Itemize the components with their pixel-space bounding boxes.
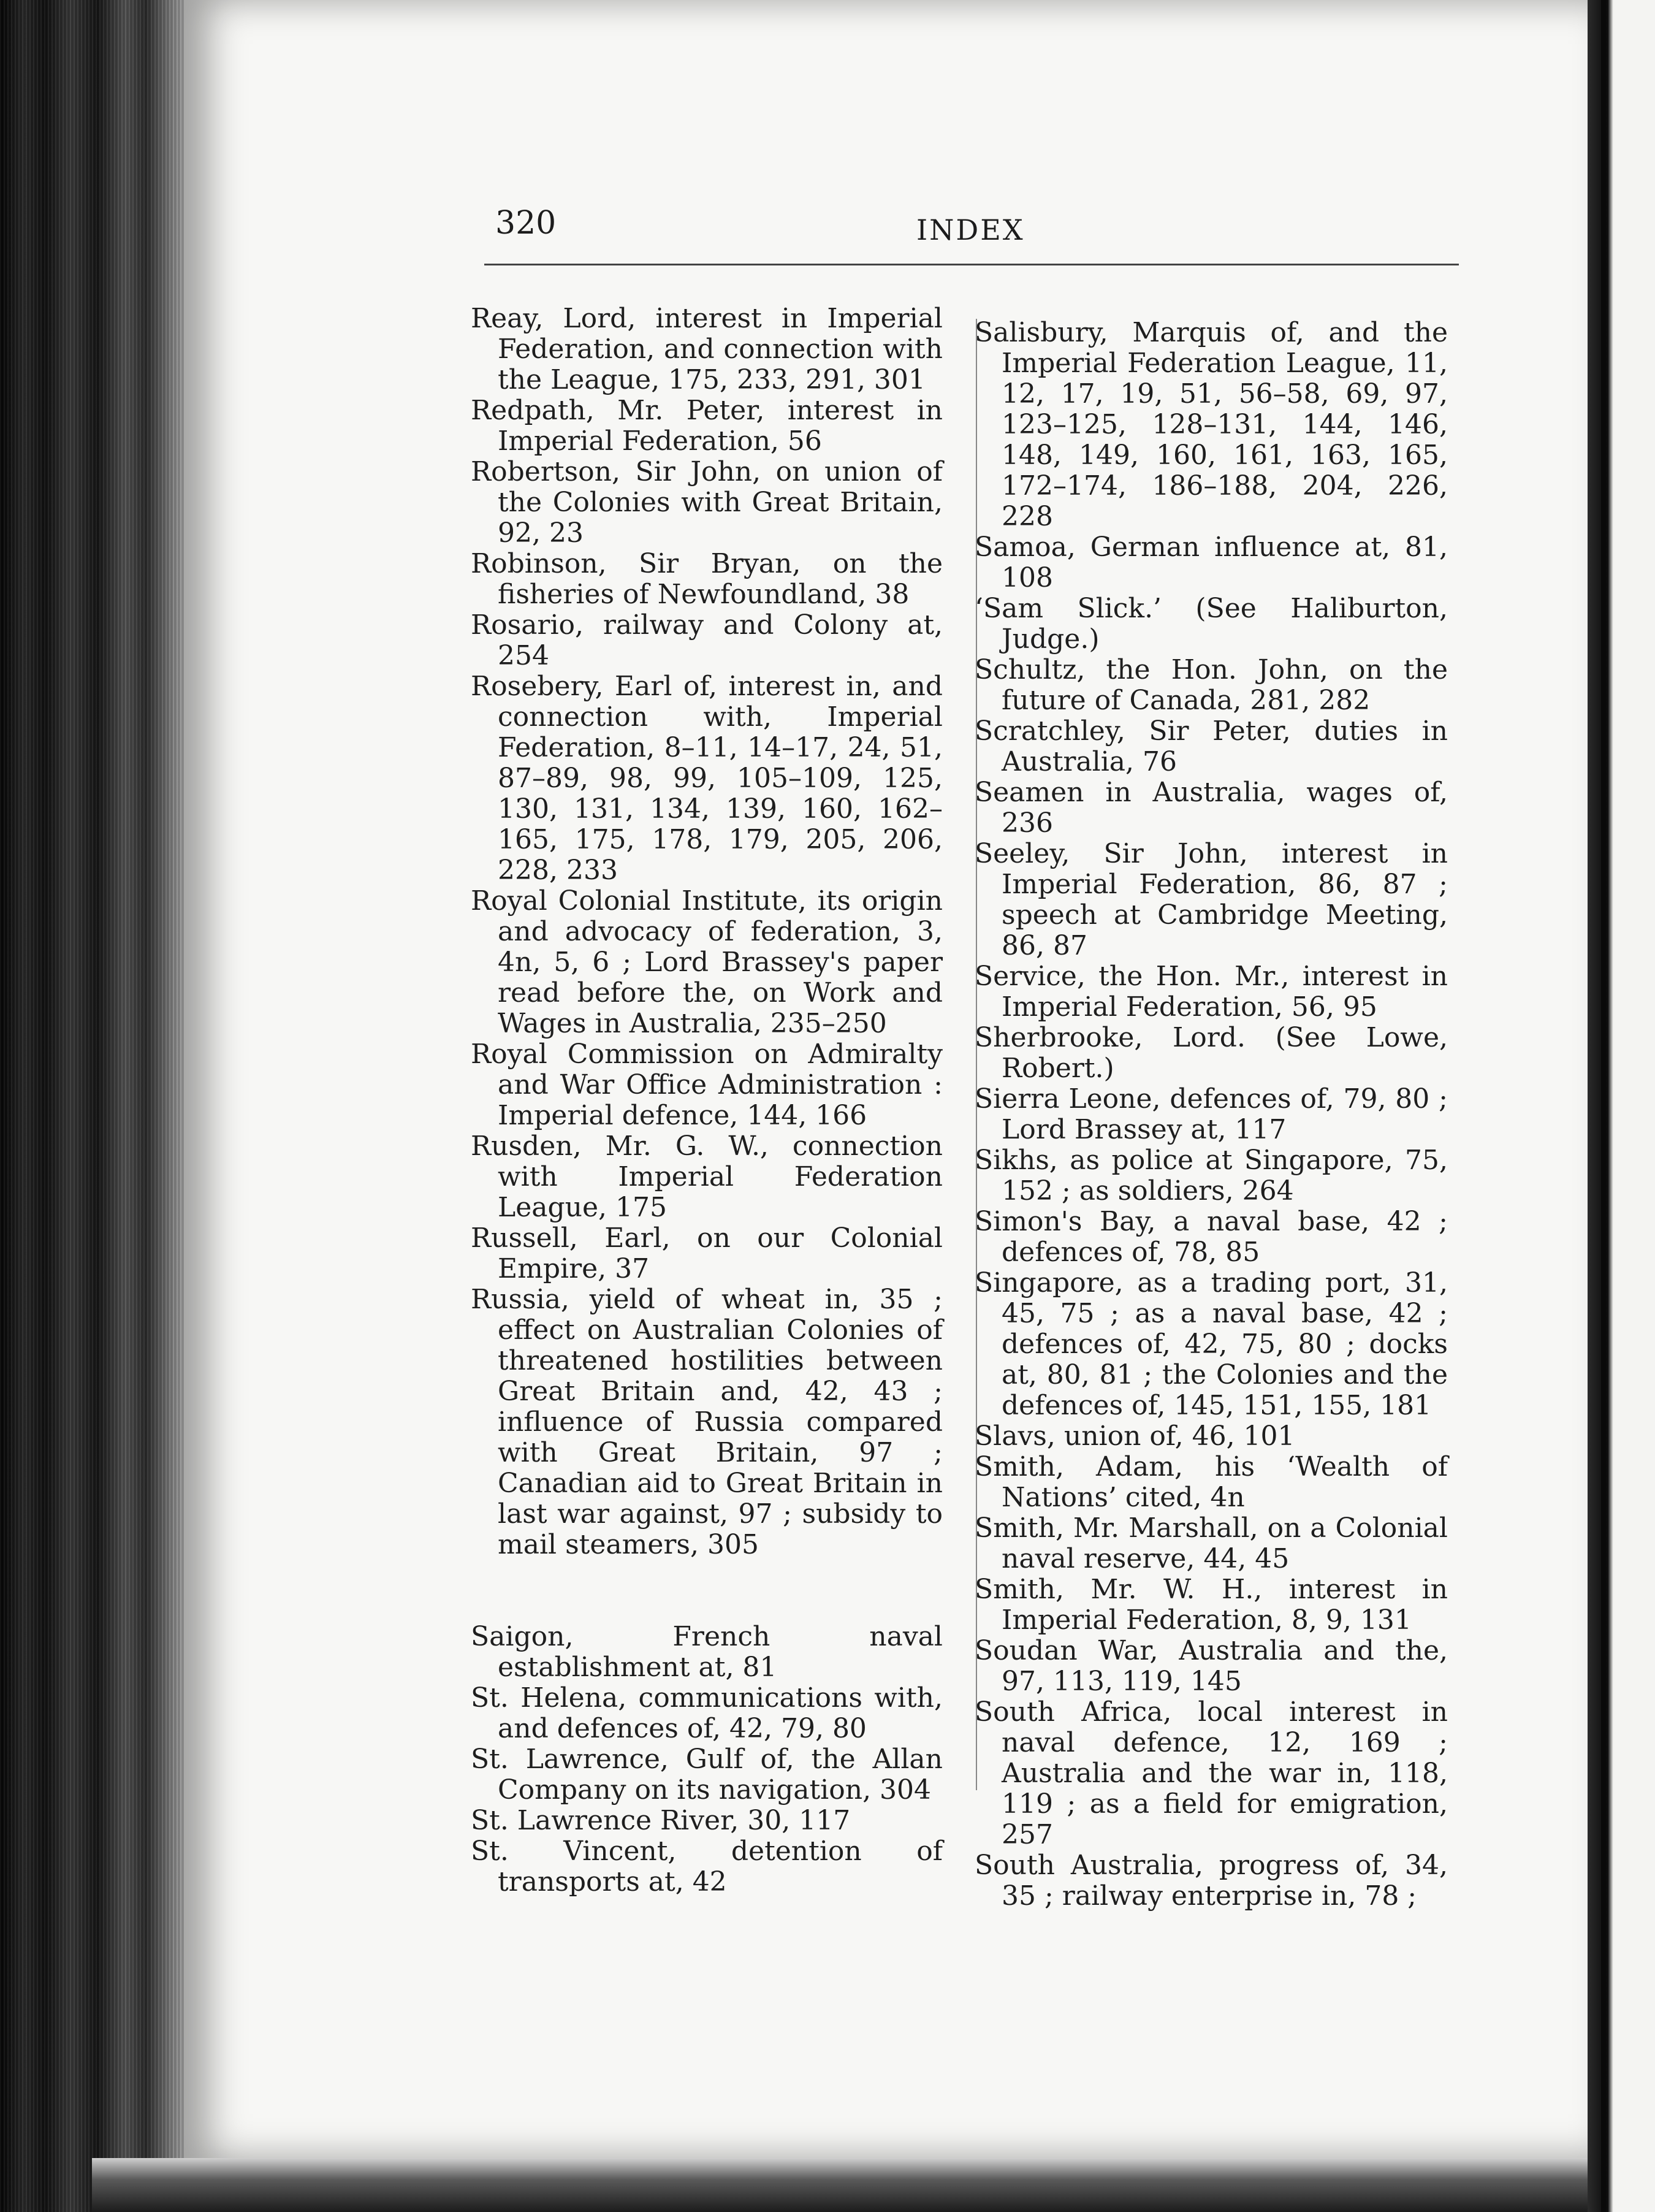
index-entry: Seamen in Australia, wages of, 236 <box>975 777 1448 839</box>
index-entry: Rusden, Mr. G. W., connection with Imperial Federation League, 175 <box>471 1131 943 1223</box>
page-title: INDEX <box>916 213 1025 246</box>
index-entry: Smith, Mr. W. H., interest in Imperial Federation, 8, 9, 131 <box>975 1574 1448 1636</box>
header-rule <box>484 264 1459 265</box>
index-entry: Russia, yield of wheat in, 35 ; effect on Australian Colonies of threatened hostilities between Great Britain and, 42, 43 ; influence of Russia compared with Great Britain, 97 ; Canadian aid to Great Britain in last war against, 97 ; subsidy to mail steamers, 305 <box>471 1284 943 1560</box>
index-entry: ‘Sam Slick.’ (See Haliburton, Judge.) <box>975 593 1448 655</box>
index-entry: St. Helena, communications with, and defences of, 42, 79, 80 <box>471 1682 943 1744</box>
index-entry: Sherbrooke, Lord. (See Lowe, Robert.) <box>975 1022 1448 1084</box>
index-entry: Robertson, Sir John, on union of the Colonies with Great Britain, 92, 23 <box>471 456 943 549</box>
index-entry: Simon's Bay, a naval base, 42 ; defences of, 78, 85 <box>975 1206 1448 1268</box>
letter-section-gap <box>471 1560 943 1622</box>
index-entry: Sikhs, as police at Singapore, 75, 152 ; as soldiers, 264 <box>975 1145 1448 1207</box>
next-page-gutter <box>1601 0 1606 2212</box>
index-entry: Sierra Leone, defences of, 79, 80 ; Lord Brassey at, 117 <box>975 1083 1448 1145</box>
index-entry: Robinson, Sir Bryan, on the fisheries of Newfoundland, 38 <box>471 548 943 610</box>
index-entry: Salisbury, Marquis of, and the Imperial Federation League, 11, 12, 17, 19, 51, 56–58, 69, 97, 123–125, 128–131, 144, 146, 148, 149, 160, 161, 163, 165, 172–174, 186–188, 204, 226, 228 <box>975 317 1448 532</box>
index-entry: Samoa, German influence at, 81, 108 <box>975 532 1448 593</box>
index-entry: Saigon, French naval establishment at, 81 <box>471 1621 943 1683</box>
index-entry: Royal Commission on Admiralty and War Office Administration : Imperial defence, 144, 166 <box>471 1039 943 1131</box>
index-entry: Rosebery, Earl of, interest in, and connection with, Imperial Federation, 8–11, 14–17, 24, 51, 87–89, 98, 99, 105–109, 125, 130, 131, 134, 139, 160, 162–165, 175, 178, 179, 205, 206, 228, 233 <box>471 671 943 886</box>
index-entry: Smith, Mr. Marshall, on a Colonial naval reserve, 44, 45 <box>975 1512 1448 1574</box>
index-entry: Service, the Hon. Mr., interest in Imperial Federation, 56, 95 <box>975 961 1448 1023</box>
page-number: 320 <box>495 205 557 242</box>
index-entry: Soudan War, Australia and the, 97, 113, 119, 145 <box>975 1635 1448 1697</box>
index-entry: Smith, Adam, his ‘Wealth of Nations’ cited, 4n <box>975 1451 1448 1513</box>
index-entry: South Australia, progress of, 34, 35 ; railway enterprise in, 78 ; <box>975 1850 1448 1912</box>
index-entry: Redpath, Mr. Peter, interest in Imperial Federation, 56 <box>471 395 943 457</box>
index-entry: St. Lawrence River, 30, 117 <box>471 1805 851 1836</box>
index-entry: South Africa, local interest in naval defence, 12, 169 ; Australia and the war in, 118, 119 ; as a field for emigration, 257 <box>975 1696 1448 1850</box>
index-entry: Seeley, Sir John, interest in Imperial Federation, 86, 87 ; speech at Cambridge Meeting, 86, 87 <box>975 838 1448 961</box>
right-column <box>975 318 1448 1912</box>
index-entry: Singapore, as a trading port, 31, 45, 75 ; as a naval base, 42 ; defences of, 42, 75, 80 ; docks at, 80, 81 ; the Colonies and the defences of, 145, 151, 155, 181 <box>975 1267 1448 1421</box>
next-page-edge <box>1588 0 1655 2212</box>
spine-texture <box>0 0 202 2212</box>
index-entry: Reay, Lord, interest in Imperial Federation, and connection with the League, 175, 233, 291, 301 <box>471 303 943 395</box>
index-entry: Scratchley, Sir Peter, duties in Australia, 76 <box>975 715 1448 777</box>
index-entry: Slavs, union of, 46, 101 <box>975 1421 1295 1452</box>
index-entry: St. Lawrence, Gulf of, the Allan Company on its navigation, 304 <box>471 1744 943 1806</box>
left-column <box>471 303 943 1897</box>
page-bottom-edge <box>92 2158 1588 2212</box>
index-entry: St. Vincent, detention of transports at, 42 <box>471 1836 943 1897</box>
index-entry: Schultz, the Hon. John, on the future of Canada, 281, 282 <box>975 654 1448 716</box>
index-entry: Rosario, railway and Colony at, 254 <box>471 609 943 671</box>
index-entry: Royal Colonial Institute, its origin and advocacy of federation, 3, 4n, 5, 6 ; Lord Brassey's paper read before the, on Work and Wages in Australia, 235–250 <box>471 885 943 1039</box>
index-entry: Russell, Earl, on our Colonial Empire, 37 <box>471 1222 943 1284</box>
